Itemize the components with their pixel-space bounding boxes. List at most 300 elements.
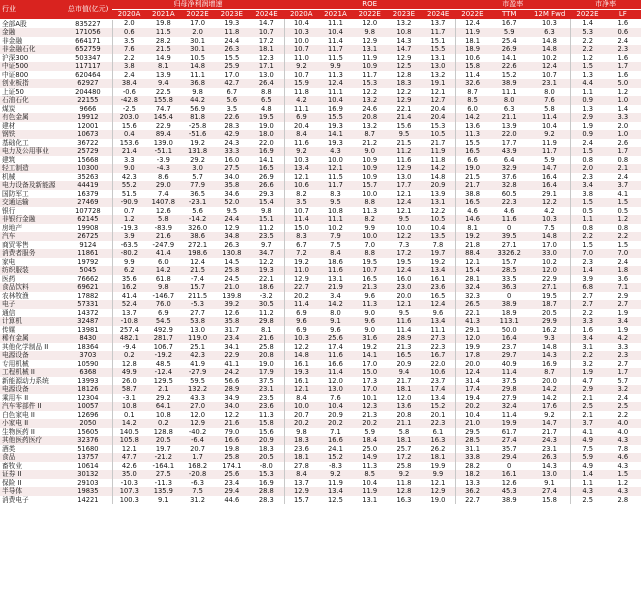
- cell-pe-ttm: 6.4: [503, 155, 515, 164]
- table-row: [0, 122, 641, 131]
- cell-pb-2022e: 2.1: [582, 410, 594, 419]
- cell-profit-2024e: 20.8: [249, 351, 284, 360]
- header-roe-2022e: 2022E: [353, 10, 387, 20]
- cell-roe-2020a: 9.2: [284, 147, 318, 156]
- cell-market-cap: 835227: [64, 19, 112, 28]
- cell-pe-12m-fwd: 12.0: [529, 266, 570, 275]
- cell-roe-2023e: 25.8: [396, 461, 412, 470]
- cell-profit-2022e: 25.1: [190, 342, 205, 351]
- cell-profit-2024e: 13.0: [249, 71, 284, 80]
- cell-profit-2021a: -19.2: [146, 351, 180, 360]
- cell-roe-2020a: 10.0: [284, 402, 318, 411]
- cell-profit-2022e: 38.6: [180, 232, 214, 241]
- cell-profit-2024e: 30.5: [249, 300, 284, 309]
- cell-profit-2022e: 27.0: [180, 402, 214, 411]
- cell-profit-2024e: 11.2: [249, 224, 284, 233]
- cell-profit-2022e: 272.1: [187, 240, 208, 249]
- cell-pe-ttm: 15.2: [501, 70, 517, 79]
- cell-pe-2022e: 22.1: [465, 308, 481, 317]
- cell-roe-2024e: 19.1: [421, 79, 455, 88]
- cell-industry-name: 电力及公用事业: [0, 147, 64, 156]
- cell-roe-2023e: 12.9: [387, 164, 421, 173]
- cell-industry-name: 医药: [2, 274, 16, 283]
- cell-pb-2022e: 2.2: [582, 308, 594, 317]
- cell-pe-ttm: 27.1: [501, 240, 517, 249]
- cell-profit-2022e: 14.8: [180, 62, 214, 71]
- cell-market-cap: 10673: [64, 130, 112, 139]
- cell-industry-name: 机械: [2, 172, 16, 181]
- cell-industry-name: 中证800: [2, 70, 29, 79]
- cell-pe-12m-fwd: 16.9: [529, 360, 570, 369]
- cell-pe-12m-fwd: 27.1: [529, 283, 570, 292]
- cell-roe-2021a: 7.5: [330, 240, 341, 249]
- cell-pe-2022e: 20.0: [465, 359, 481, 368]
- cell-roe-2022e: 10.4: [362, 478, 378, 487]
- cell-pe-2022e: 12.0: [455, 334, 489, 343]
- cell-profit-2023e: 3.5: [226, 104, 238, 113]
- cell-roe-2024e: 18.1: [421, 453, 455, 462]
- cell-market-cap: 6368: [64, 368, 112, 377]
- cell-pe-2022e: 26.5: [455, 300, 489, 309]
- cell-profit-2022e: -27.9: [180, 368, 214, 377]
- cell-profit-2024e: 20.9: [249, 436, 284, 445]
- cell-pb-lf: 4.2: [605, 334, 641, 343]
- cell-roe-2020a: 6.9: [296, 308, 307, 317]
- cell-roe-2024e: 13.7: [421, 19, 455, 28]
- cell-profit-2020a: 3.8: [112, 62, 146, 71]
- table-row: [0, 343, 641, 352]
- cell-roe-2024e: 22.3: [421, 419, 455, 428]
- cell-roe-2024e: 13.4: [421, 266, 455, 275]
- cell-roe-2024e: 12.1: [421, 479, 455, 488]
- cell-roe-2021a: -8.3: [328, 461, 342, 470]
- cell-roe-2020a: 10.7: [294, 206, 309, 215]
- cell-profit-2023e: 12.2: [224, 410, 240, 419]
- cell-pb-lf: 2.9: [617, 291, 629, 300]
- cell-pb-2022e: 0.8: [582, 223, 594, 232]
- cell-pb-2022e: 1.9: [570, 368, 604, 377]
- table-row: [0, 232, 641, 241]
- cell-pb-lf: 0.8: [617, 155, 629, 164]
- cell-profit-2022e: -5.3: [180, 300, 214, 309]
- cell-pe-12m-fwd: 12.4: [529, 62, 570, 71]
- cell-roe-2021a: 19.3: [328, 138, 343, 147]
- cell-market-cap: 12304: [64, 394, 112, 403]
- cell-pb-2022e: 2.3: [582, 172, 594, 181]
- cell-roe-2021a: 9.6: [330, 325, 341, 334]
- cell-roe-2024e: 11.8: [421, 156, 455, 165]
- cell-roe-2020a: 20.7: [294, 410, 309, 419]
- table-row: [0, 249, 641, 258]
- table-row: [0, 402, 641, 411]
- cell-pb-lf: 1.5: [605, 198, 641, 207]
- cell-profit-2021a: 106.7: [153, 342, 173, 351]
- cell-profit-2023e: 24.2: [215, 368, 249, 377]
- header-profit-2020a: 2020A: [112, 10, 146, 20]
- table-row: [0, 224, 641, 233]
- header-roe-2021a: 2021A: [318, 10, 352, 20]
- cell-profit-2020a: 42.6: [121, 461, 137, 470]
- cell-pe-12m-fwd: 11.9: [529, 139, 570, 148]
- table-row: [0, 139, 641, 148]
- table-row: [0, 496, 641, 505]
- cell-pe-2022e: 8.1: [467, 223, 478, 232]
- cell-pb-lf: 7.8: [617, 444, 629, 453]
- cell-roe-2024e: 13.4: [421, 394, 455, 403]
- cell-profit-2020a: 38.4: [112, 79, 146, 88]
- cell-market-cap: 620464: [64, 71, 112, 80]
- cell-industry-name: 食品饮料: [0, 283, 64, 292]
- cell-pb-lf: 3.3: [617, 342, 629, 351]
- cell-profit-2022e: 1.7: [180, 453, 214, 462]
- cell-market-cap: 9666: [64, 105, 112, 114]
- cell-roe-2021a: 11.6: [318, 266, 352, 275]
- cell-industry-name: 汽车: [0, 232, 64, 241]
- cell-pb-lf: 1.9: [617, 325, 629, 334]
- cell-roe-2023e: 17.2: [387, 453, 421, 462]
- cell-roe-2022e: 20.8: [353, 113, 387, 122]
- cell-industry-name: 房地产: [2, 223, 23, 232]
- cell-profit-2020a: 7.6: [112, 45, 146, 54]
- cell-pb-lf: 2.4: [617, 172, 629, 181]
- cell-profit-2024e: 15.6: [249, 428, 284, 437]
- cell-pe-12m-fwd: 4.2: [529, 207, 570, 216]
- cell-roe-2023e: 11.6: [396, 155, 412, 164]
- cell-pb-lf: 1.8: [605, 266, 641, 275]
- cell-roe-2021a: 11.5: [328, 172, 343, 181]
- cell-profit-2021a: -146.7: [152, 291, 175, 300]
- cell-roe-2021a: 12.1: [318, 164, 352, 173]
- cell-profit-2022e: -51.6: [180, 130, 214, 139]
- cell-profit-2022e: 12.0: [190, 410, 205, 419]
- cell-roe-2022e: 9.9: [364, 223, 375, 232]
- cell-profit-2023e: 139.8: [222, 291, 242, 300]
- cell-pb-lf: 4.0: [617, 427, 629, 436]
- cell-pb-2022e: 2.2: [582, 36, 594, 45]
- cell-pb-2022e: 3.7: [570, 419, 604, 428]
- cell-industry-name: 国防军工: [2, 189, 29, 198]
- cell-profit-2021a: 9.8: [146, 283, 180, 292]
- cell-roe-2021a: 9.5: [318, 198, 352, 207]
- cell-pb-lf: 2.3: [605, 45, 641, 54]
- header-market-cap: 总市值(亿元): [64, 0, 112, 19]
- cell-pb-2022e: 2.5: [582, 495, 594, 504]
- cell-roe-2023e: 12.8: [396, 70, 412, 79]
- cell-market-cap: 12001: [64, 122, 112, 131]
- cell-profit-2021a: -83.9: [154, 223, 172, 232]
- cell-pb-2022e: 2.2: [570, 45, 604, 54]
- cell-roe-2021a: 11.4: [318, 368, 352, 377]
- cell-pe-2022e: 28.1: [465, 274, 481, 283]
- cell-pe-12m-fwd: 20.0: [529, 377, 570, 386]
- cell-market-cap: 32487: [64, 317, 112, 326]
- cell-profit-2023e: 26.3: [224, 240, 240, 249]
- cell-profit-2020a: -63.5: [120, 240, 139, 249]
- cell-pe-2022e: 17.4: [455, 385, 489, 394]
- cell-roe-2021a: 24.1: [328, 444, 343, 453]
- cell-profit-2024e: 15.8: [249, 419, 284, 428]
- cell-roe-2022e: 9.8: [353, 28, 387, 37]
- cell-pe-2022e: 15.5: [465, 138, 481, 147]
- header-roe-2024e: 2024E: [421, 10, 455, 20]
- cell-profit-2023e: 24.4: [215, 215, 249, 224]
- cell-roe-2022e: 10.9: [353, 62, 387, 71]
- cell-roe-2023e: 12.4: [387, 198, 421, 207]
- cell-pe-12m-fwd: 9.2: [529, 411, 570, 420]
- cell-roe-2022e: 9.0: [353, 147, 387, 156]
- cell-pb-lf: 1.9: [617, 308, 629, 317]
- cell-pe-12m-fwd: 6.3: [529, 28, 570, 37]
- table-row: [0, 88, 641, 97]
- cell-profit-2024e: 18.0: [249, 130, 284, 139]
- cell-profit-2021a: 48.5: [155, 359, 171, 368]
- cell-market-cap: 3703: [64, 351, 112, 360]
- cell-pe-12m-fwd: 33.0: [529, 249, 570, 258]
- table-row: [0, 181, 641, 190]
- cell-roe-2020a: 12.9: [294, 274, 309, 283]
- cell-pe-12m-fwd: 16.2: [529, 326, 570, 335]
- cell-roe-2021a: 7.9: [318, 232, 352, 241]
- cell-profit-2023e: 6.7: [226, 87, 238, 96]
- cell-pe-ttm: 15.7: [501, 257, 517, 266]
- table-row: [0, 394, 641, 403]
- cell-market-cap: 15668: [64, 156, 112, 165]
- cell-profit-2024e: 15.4: [249, 198, 284, 207]
- cell-roe-2023e: 12.4: [387, 266, 421, 275]
- cell-pb-2022e: 2.0: [570, 164, 604, 173]
- cell-profit-2024e: 23.1: [249, 385, 284, 394]
- cell-pe-2022e: 11.9: [455, 28, 489, 37]
- cell-profit-2023e: 35.8: [215, 181, 249, 190]
- cell-roe-2022e: 20.2: [353, 419, 387, 428]
- cell-market-cap: 26725: [64, 232, 112, 241]
- cell-roe-2022e: 8.5: [353, 470, 387, 479]
- cell-pb-2022e: 1.5: [570, 62, 604, 71]
- cell-pb-lf: 3.3: [605, 113, 641, 122]
- cell-pb-lf: 4.1: [617, 189, 629, 198]
- cell-profit-2023e: 25.8: [215, 266, 249, 275]
- cell-roe-2023e: 21.1: [387, 419, 421, 428]
- cell-pe-12m-fwd: 9.1: [529, 479, 570, 488]
- cell-industry-name: 工程机械 II: [0, 368, 64, 377]
- cell-pe-2022e: 32.3: [465, 291, 481, 300]
- cell-pe-ttm: 36.3: [489, 283, 528, 292]
- cell-pe-12m-fwd: 8.7: [529, 368, 570, 377]
- cell-roe-2023e: 10.0: [396, 223, 412, 232]
- cell-profit-2021a: 135.9: [146, 487, 180, 496]
- cell-roe-2020a: 16.1: [294, 359, 309, 368]
- cell-roe-2020a: 12.9: [284, 487, 318, 496]
- cell-profit-2024e: 12.3: [249, 54, 284, 63]
- cell-profit-2023e: 25.6: [215, 470, 249, 479]
- table-row: [0, 462, 641, 471]
- cell-roe-2023e: 10.8: [387, 28, 421, 37]
- cell-profit-2021a: 139.0: [153, 138, 173, 147]
- table-row: [0, 317, 641, 326]
- table-row: [0, 147, 641, 156]
- cell-profit-2022e: 36.8: [180, 79, 214, 88]
- cell-pb-lf: 3.7: [605, 181, 641, 190]
- cell-profit-2022e: 132.2: [180, 385, 214, 394]
- cell-pe-12m-fwd: 10.3: [529, 19, 570, 28]
- cell-roe-2024e: 12.2: [421, 207, 455, 216]
- cell-pe-12m-fwd: 14.8: [529, 45, 570, 54]
- cell-pb-2022e: 7.5: [582, 444, 594, 453]
- cell-roe-2024e: 11.7: [421, 28, 455, 37]
- cell-profit-2022e: 19.2: [190, 138, 205, 147]
- header-pe-12m-fwd: 12M Fwd: [529, 10, 570, 20]
- cell-industry-name: 上证50: [2, 87, 24, 96]
- cell-roe-2021a: 14.1: [318, 130, 352, 139]
- cell-pb-lf: 1.4: [617, 104, 629, 113]
- cell-roe-2022e: 10.1: [362, 393, 378, 402]
- cell-profit-2020a: -0.6: [122, 87, 136, 96]
- cell-roe-2020a: 11.6: [294, 138, 309, 147]
- cell-pb-lf: 0.5: [617, 206, 629, 215]
- cell-pb-2022e: 3.1: [582, 342, 594, 351]
- cell-profit-2022e: -14.2: [180, 215, 214, 224]
- cell-profit-2024e: 19.3: [249, 266, 284, 275]
- cell-profit-2023e: 52.0: [215, 198, 249, 207]
- cell-roe-2023e: 18.3: [387, 79, 421, 88]
- cell-pe-2022e: 4.6: [467, 206, 478, 215]
- cell-roe-2022e: 10.9: [362, 172, 378, 181]
- cell-roe-2021a: 11.7: [318, 45, 352, 54]
- header-group-profit-growth: 归母净利润增速: [112, 0, 284, 10]
- cell-pb-2022e: 3.2: [582, 359, 594, 368]
- cell-roe-2023e: 20.9: [396, 359, 412, 368]
- cell-roe-2023e: 11.8: [396, 478, 412, 487]
- header-profit-2022e: 2022E: [180, 10, 214, 20]
- table-row: [0, 470, 641, 479]
- cell-pb-lf: 1.5: [605, 470, 641, 479]
- cell-profit-2023e: 14.5: [224, 257, 240, 266]
- cell-industry-name: 全部A股: [2, 19, 27, 28]
- cell-roe-2021a: 18.6: [328, 257, 343, 266]
- cell-pe-2022e: 8.5: [455, 96, 489, 105]
- cell-industry-name: 电源设备: [0, 385, 64, 394]
- cell-pb-2022e: 1.5: [570, 147, 604, 156]
- cell-profit-2020a: 257.4: [119, 325, 139, 334]
- cell-industry-name: 其他化学制品 II: [2, 342, 49, 351]
- table-row: [0, 105, 641, 114]
- cell-profit-2022e: -23.1: [180, 198, 214, 207]
- cell-roe-2021a: 19.3: [328, 121, 343, 130]
- header-roe-2023e: 2023E: [387, 10, 421, 20]
- table-row: [0, 266, 641, 275]
- cell-industry-name: 轻工制造: [0, 164, 64, 173]
- cell-roe-2020a: 6.9: [296, 325, 307, 334]
- cell-profit-2023e: 174.1: [222, 461, 242, 470]
- cell-profit-2021a: 9.1: [158, 495, 169, 504]
- cell-pe-2022e: 13.6: [465, 121, 481, 130]
- cell-pe-ttm: 22.0: [489, 130, 528, 139]
- cell-pe-12m-fwd: 11.7: [529, 147, 570, 156]
- cell-market-cap: 36722: [64, 139, 112, 148]
- cell-roe-2020a: 16.1: [294, 376, 309, 385]
- cell-profit-2023e: 42.7: [215, 79, 249, 88]
- cell-profit-2024e: 6.5: [249, 96, 284, 105]
- cell-roe-2020a: 15.0: [294, 223, 309, 232]
- cell-profit-2021a: -164.1: [152, 461, 175, 470]
- cell-pe-12m-fwd: 10.4: [529, 122, 570, 131]
- cell-pe-12m-fwd: 10.7: [529, 71, 570, 80]
- cell-profit-2024e: 14.1: [249, 156, 284, 165]
- cell-pb-lf: 2.2: [617, 410, 629, 419]
- cell-pb-2022e: 1.5: [570, 198, 604, 207]
- cell-pb-2022e: 2.9: [570, 113, 604, 122]
- cell-pb-lf: 2.0: [617, 121, 629, 130]
- cell-pe-2022e: 8.7: [467, 87, 478, 96]
- cell-roe-2024e: 15.5: [421, 45, 455, 54]
- cell-profit-2021a: 155.8: [146, 96, 180, 105]
- cell-profit-2020a: 51.5: [121, 189, 137, 198]
- cell-pe-2022e: 21.5: [465, 172, 481, 181]
- cell-profit-2024e: 16.5: [249, 164, 284, 173]
- cell-profit-2020a: -19.3: [120, 223, 139, 232]
- cell-roe-2023e: 14.7: [387, 45, 421, 54]
- cell-market-cap: 22155: [64, 96, 112, 105]
- cell-profit-2023e: 29.4: [215, 487, 249, 496]
- cell-pe-ttm: 23.7: [501, 342, 517, 351]
- cell-pe-12m-fwd: 9.3: [529, 334, 570, 343]
- cell-pb-lf: 2.4: [617, 393, 629, 402]
- cell-industry-name: 交通运输: [0, 198, 64, 207]
- cell-roe-2021a: 7.1: [330, 427, 341, 436]
- cell-profit-2021a: 21.6: [146, 232, 180, 241]
- cell-roe-2024e: 13.4: [421, 317, 455, 326]
- table-row: [0, 428, 641, 437]
- header-industry: 行业: [0, 0, 64, 19]
- cell-industry-name: 银行: [2, 206, 16, 215]
- cell-roe-2020a: 8.2: [296, 189, 307, 198]
- cell-market-cap: 14372: [64, 309, 112, 318]
- cell-roe-2023e: 21.4: [387, 113, 421, 122]
- cell-market-cap: 10590: [64, 360, 112, 369]
- cell-pb-lf: 1.2: [617, 87, 629, 96]
- cell-market-cap: 13981: [64, 326, 112, 335]
- cell-roe-2021a: 12.4: [318, 79, 352, 88]
- cell-pe-ttm: 50.0: [501, 325, 517, 334]
- cell-roe-2024e: 10.4: [421, 224, 455, 233]
- cell-pe-ttm: 37.6: [501, 172, 517, 181]
- cell-roe-2023e: 12.5: [387, 62, 421, 71]
- cell-pe-ttm: 11.4: [501, 410, 517, 419]
- cell-profit-2024e: 29.8: [249, 317, 284, 326]
- cell-pe-12m-fwd: 22.9: [529, 275, 570, 284]
- cell-roe-2023e: 16.3: [396, 495, 412, 504]
- cell-roe-2024e: 15.3: [421, 122, 455, 131]
- cell-pe-2022e: 36.2: [455, 487, 489, 496]
- cell-roe-2021a: 20.9: [328, 410, 343, 419]
- cell-roe-2021a: 3.4: [330, 291, 341, 300]
- cell-profit-2024e: 26.4: [249, 79, 284, 88]
- cell-market-cap: 664171: [64, 37, 112, 46]
- cell-pb-lf: 1.0: [605, 96, 641, 105]
- cell-profit-2022e: 131.8: [180, 147, 214, 156]
- cell-pb-2022e: 4.4: [570, 79, 604, 88]
- cell-roe-2021a: 15.2: [318, 453, 352, 462]
- cell-pe-2022e: 21.7: [455, 181, 489, 190]
- cell-profit-2022e: -20.8: [180, 470, 214, 479]
- cell-profit-2022e: 5.7: [192, 172, 203, 181]
- table-row: [0, 37, 641, 46]
- cell-pb-2022e: 0.9: [570, 96, 604, 105]
- cell-pe-2022e: 29.1: [465, 325, 481, 334]
- cell-roe-2023e: 11.6: [387, 317, 421, 326]
- cell-pb-2022e: 2.7: [582, 291, 594, 300]
- cell-roe-2020a: 10.4: [294, 19, 309, 28]
